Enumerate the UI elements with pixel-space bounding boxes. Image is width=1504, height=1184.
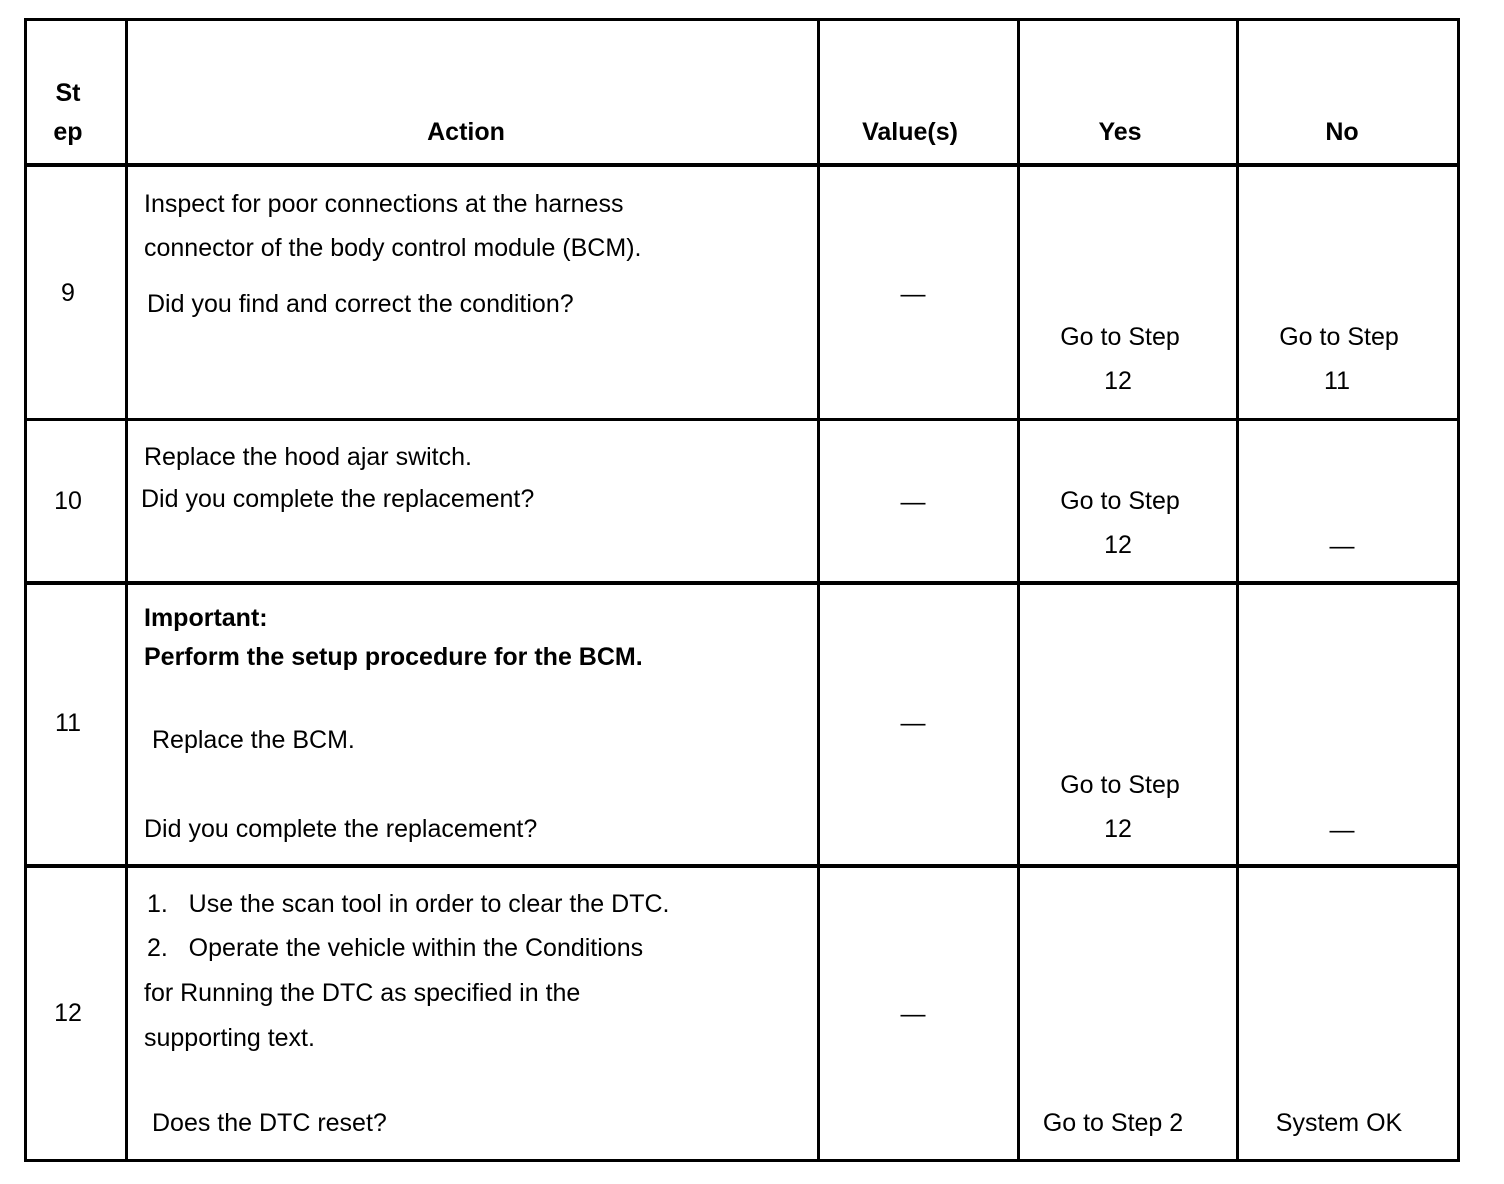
header-yes: Yes <box>1098 118 1142 146</box>
no-dash: — <box>1329 532 1355 560</box>
step-number: 9 <box>61 279 75 307</box>
important-text: Perform the setup procedure for the BCM. <box>144 643 643 671</box>
action-text: Replace the hood ajar switch. <box>144 443 472 471</box>
step-number: 11 <box>55 709 81 737</box>
action-text: supporting text. <box>144 1024 315 1052</box>
header-values: Value(s) <box>862 118 958 146</box>
value-dash: — <box>900 488 926 516</box>
value-dash: — <box>900 709 926 737</box>
yes-result: 12 <box>1104 367 1132 395</box>
yes-result: 12 <box>1104 815 1132 843</box>
value-dash: — <box>900 280 926 308</box>
yes-result: 12 <box>1104 531 1132 559</box>
value-dash: — <box>900 1000 926 1028</box>
action-text: Replace the BCM. <box>152 726 355 754</box>
header-action: Action <box>427 118 505 146</box>
yes-result: Go to Step <box>1060 771 1180 799</box>
table-row <box>24 419 1460 583</box>
header-step-line2: ep <box>53 118 83 146</box>
no-dash: — <box>1329 816 1355 844</box>
yes-result: Go to Step <box>1060 323 1180 351</box>
action-question: Did you complete the replacement? <box>144 815 538 843</box>
yes-result: Go to Step <box>1060 487 1180 515</box>
action-question: Did you complete the replacement? <box>141 485 535 513</box>
action-question: Did you find and correct the condition? <box>147 290 574 318</box>
yes-result: Go to Step 2 <box>1042 1109 1184 1137</box>
table-row <box>24 866 1460 1162</box>
table-row <box>24 583 1460 866</box>
header-step-line1: St <box>55 79 81 107</box>
action-list-item: 2. Operate the vehicle within the Conditions <box>147 934 644 962</box>
no-result: 11 <box>1324 367 1350 395</box>
step-number: 12 <box>54 999 82 1027</box>
header-row <box>24 18 1460 166</box>
action-text: Inspect for poor connections at the harness <box>144 190 624 218</box>
step-number: 10 <box>54 487 82 515</box>
action-text: for Running the DTC as specified in the <box>144 979 581 1007</box>
no-result: Go to Step <box>1279 323 1399 351</box>
no-result: System OK <box>1275 1109 1403 1137</box>
action-text: connector of the body control module (BCM). <box>144 234 642 262</box>
table-row <box>24 166 1460 419</box>
action-question: Does the DTC reset? <box>152 1109 387 1137</box>
header-no: No <box>1325 118 1359 146</box>
action-list-item: 1. Use the scan tool in order to clear the DTC. <box>147 890 670 918</box>
diagnostic-table <box>24 18 1460 1162</box>
important-label: Important: <box>144 604 268 632</box>
